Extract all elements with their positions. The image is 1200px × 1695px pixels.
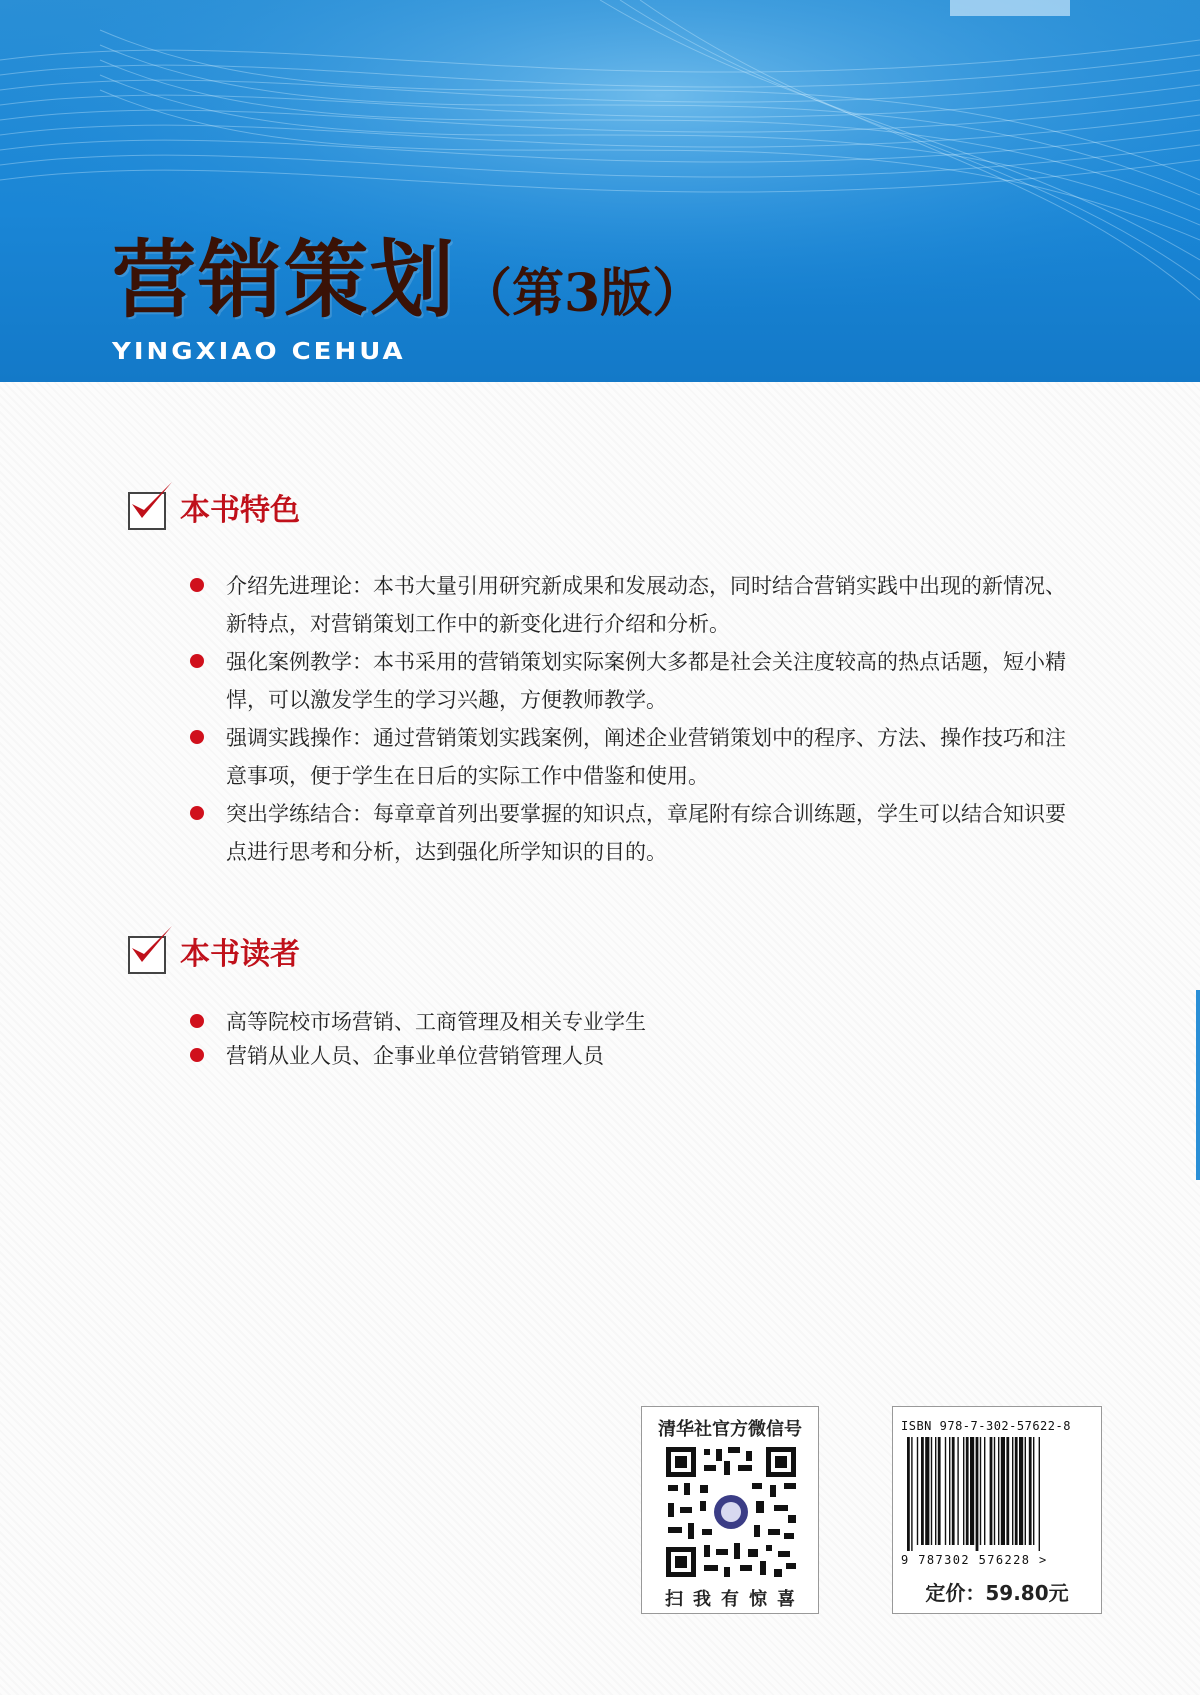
- edition-label: （第3版）: [460, 263, 705, 324]
- barcode-icon: [907, 1437, 1089, 1551]
- reader-item: 高等院校市场营销、工商管理及相关专业学生: [190, 1005, 1070, 1039]
- barcode-panel: [892, 1406, 1102, 1614]
- book-title: 营销策划: [112, 230, 457, 329]
- feature-item: 突出学练结合：每章章首列出要掌握的知识点，章尾附有综合训练题，学生可以结合知识要点进行思考和分析，达到强化所学知识的目的。: [190, 795, 1070, 871]
- checkmark-icon: [128, 492, 166, 530]
- readers-heading: [128, 932, 300, 978]
- qr-code-icon[interactable]: [664, 1445, 798, 1579]
- feature-item: 强化案例教学：本书采用的营销策划实际案例大多都是社会关注度较高的热点话题，短小精悍，可以激发学生的学习兴趣，方便教师教学。: [190, 643, 1070, 719]
- isbn-number: ISBN 978-7-302-57622-8: [901, 1419, 1071, 1433]
- bullet-dot-icon: [190, 578, 204, 592]
- features-heading: [128, 488, 300, 534]
- edge-mark: [1196, 990, 1200, 1180]
- qr-code-panel: [641, 1406, 819, 1614]
- reader-item: 营销从业人员、企事业单位营销管理人员: [190, 1039, 1070, 1073]
- feature-item: 强调实践操作：通过营销策划实践案例，阐述企业营销策划中的程序、方法、操作技巧和注意事项，便于学生在日后的实际工作中借鉴和使用。: [190, 719, 1070, 795]
- bullet-dot-icon: [190, 730, 204, 744]
- readers-list: [190, 1005, 1070, 1073]
- bullet-dot-icon: [190, 806, 204, 820]
- qr-caption: 扫我有惊喜: [665, 1589, 805, 1610]
- price-label: 定价：59.80元: [925, 1581, 1069, 1605]
- barcode-digits: 9 787302 576228 >: [901, 1553, 1048, 1567]
- bullet-dot-icon: [190, 1014, 204, 1028]
- features-title: 本书特色: [180, 493, 300, 528]
- checkmark-icon: [128, 936, 166, 974]
- bullet-dot-icon: [190, 1048, 204, 1062]
- features-list: [190, 567, 1070, 871]
- qr-title: 清华社官方微信号: [658, 1419, 802, 1440]
- readers-title: 本书读者: [180, 937, 300, 972]
- feature-item: 介绍先进理论：本书大量引用研究新成果和发展动态，同时结合营销实践中出现的新情况、新特点，对营销策划工作中的新变化进行介绍和分析。: [190, 567, 1070, 643]
- pinyin-title: YINGXIAO CEHUA: [112, 338, 406, 366]
- bullet-dot-icon: [190, 654, 204, 668]
